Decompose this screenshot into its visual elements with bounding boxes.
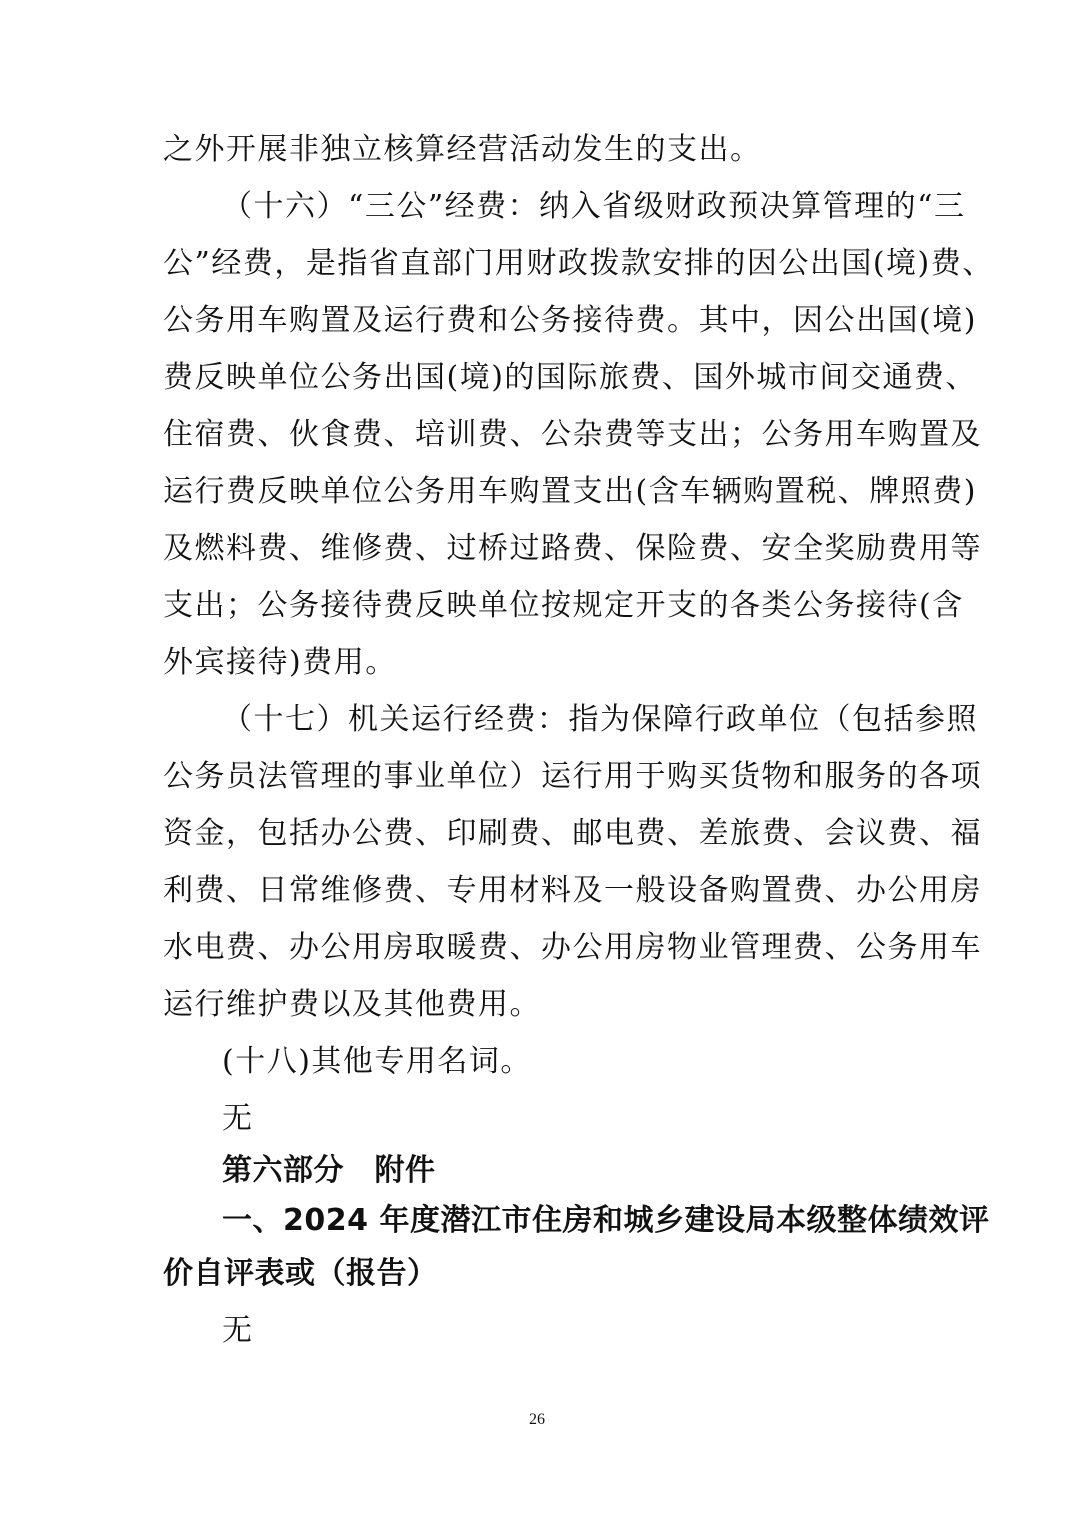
none-text: 无 bbox=[222, 1313, 254, 1348]
definition-16-line: （十六）“三公”经费：纳入省级财政预决算管理的“三 bbox=[222, 189, 966, 224]
definition-17-line: （十七）机关运行经费：指为保障行政单位（包括参照 bbox=[222, 702, 978, 737]
body-text-line: 公”经费，是指省直部门用财政拨款安排的因公出国(境)费、 bbox=[163, 246, 994, 281]
attachment-one-heading: 一、2024 年度潜江市住房和城乡建设局本级整体绩效评 bbox=[222, 1203, 990, 1238]
body-text-line: 费反映单位公务出国(境)的国际旅费、国外城市间交通费、 bbox=[163, 360, 977, 395]
part-six-heading: 第六部分 附件 bbox=[222, 1153, 436, 1188]
body-text-line: 公务员法管理的事业单位）运行用于购买货物和服务的各项 bbox=[163, 759, 982, 794]
body-text-line: 之外开展非独立核算经营活动发生的支出。 bbox=[163, 132, 762, 167]
attachment-one-heading-continuation: 价自评表或（报告） bbox=[163, 1256, 438, 1291]
body-text-line: 公务用车购置及运行费和公务接待费。其中，因公出国(境) bbox=[163, 303, 977, 338]
body-text-line: 资金，包括办公费、印刷费、邮电费、差旅费、会议费、福 bbox=[163, 816, 982, 851]
body-text-line: 支出；公务接待费反映单位按规定开支的各类公务接待(含 bbox=[163, 588, 964, 623]
body-text-line: 运行维护费以及其他费用。 bbox=[163, 987, 541, 1022]
definition-18-line: (十八)其他专用名词。 bbox=[222, 1044, 532, 1079]
body-text-line: 水电费、办公用房取暖费、办公用房物业管理费、公务用车 bbox=[163, 930, 982, 965]
body-text-line: 利费、日常维修费、专用材料及一般设备购置费、办公用房 bbox=[163, 873, 982, 908]
page-number: 26 bbox=[529, 1411, 545, 1428]
body-text-line: 外宾接待)费用。 bbox=[163, 645, 397, 680]
body-text-line: 住宿费、伙食费、培训费、公杂费等支出；公务用车购置及 bbox=[163, 417, 982, 452]
body-text-line: 及燃料费、维修费、过桥过路费、保险费、安全奖励费用等 bbox=[163, 531, 982, 566]
none-text: 无 bbox=[222, 1101, 254, 1136]
body-text-line: 运行费反映单位公务用车购置支出(含车辆购置税、牌照费) bbox=[163, 474, 977, 509]
